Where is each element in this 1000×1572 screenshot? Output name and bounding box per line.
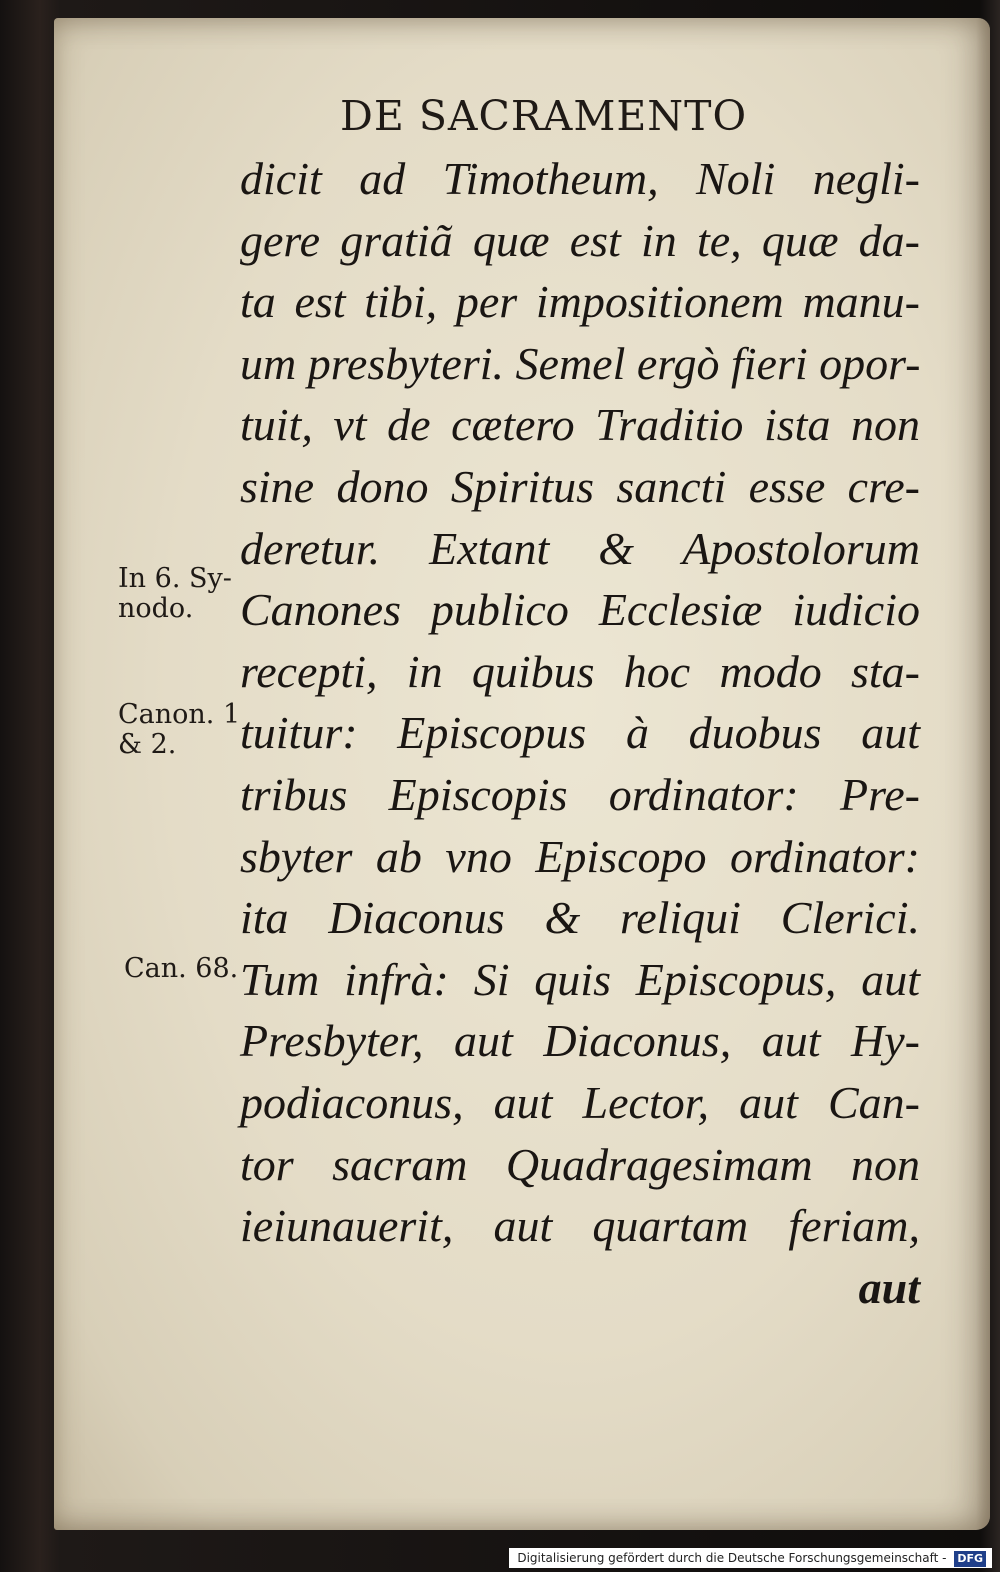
marginal-note-synod (118, 564, 232, 624)
text-line: um presbyteri. Semel ergò fieri opor- (240, 337, 921, 389)
text-line: Tum infrà: Si quis Episcopus, aut (240, 953, 920, 1005)
text-line: sine dono Spiritus sancti esse cre- (240, 460, 920, 512)
text-line: sbyter ab vno Episcopo ordinator: (240, 830, 920, 882)
page-edge-shadow (976, 18, 990, 1530)
text-line: dicit ad Timotheum, Noli negli- (240, 153, 920, 204)
text-line: Canones publico Ecclesiæ iudicio (240, 584, 920, 636)
marginal-note-can68: Can. 68. (124, 953, 239, 984)
text-line: ita Diaconus & reliqui Clerici. (240, 892, 920, 944)
running-head: DE SACRAMENTO (340, 92, 748, 140)
text-line: tuitur: Episcopus à duobus aut (240, 707, 920, 759)
marginal-note-line: & 2. (118, 729, 177, 760)
text-line: gere gratiã quæ est in te, quæ da- (240, 214, 920, 266)
text-line: ieiunauerit, aut quartam feriam, (240, 1200, 920, 1252)
text-line: podiaconus, aut Lector, aut Can- (240, 1076, 920, 1128)
body-text (240, 148, 920, 1318)
funding-credit-text: Digitalisierung gefördert durch die Deutsche Forschungsgemeinschaft - (517, 1551, 947, 1565)
funding-credit-bar (509, 1548, 992, 1568)
text-line: tor sacram Quadragesimam non (240, 1138, 920, 1190)
text-line: recepti, in quibus hoc modo sta- (240, 645, 920, 697)
marginal-note-line: In 6. Sy- (118, 563, 232, 594)
marginal-note-line: nodo. (118, 593, 194, 624)
text-line: tribus Episcopis ordinator: Pre- (240, 768, 920, 820)
text-line: tuit, vt de cætero Traditio ista non (240, 399, 920, 451)
catchword: aut (858, 1261, 920, 1313)
text-line: ta est tibi, per impositionem manu- (240, 276, 920, 328)
text-line: Presbyter, aut Diaconus, aut Hy- (240, 1015, 920, 1067)
dfg-logo: DFG (954, 1551, 986, 1567)
text-line: deretur. Extant & Apostolorum (240, 522, 920, 574)
marginal-note-line: Canon. 1 (118, 699, 241, 730)
marginal-note-canon (118, 700, 240, 760)
